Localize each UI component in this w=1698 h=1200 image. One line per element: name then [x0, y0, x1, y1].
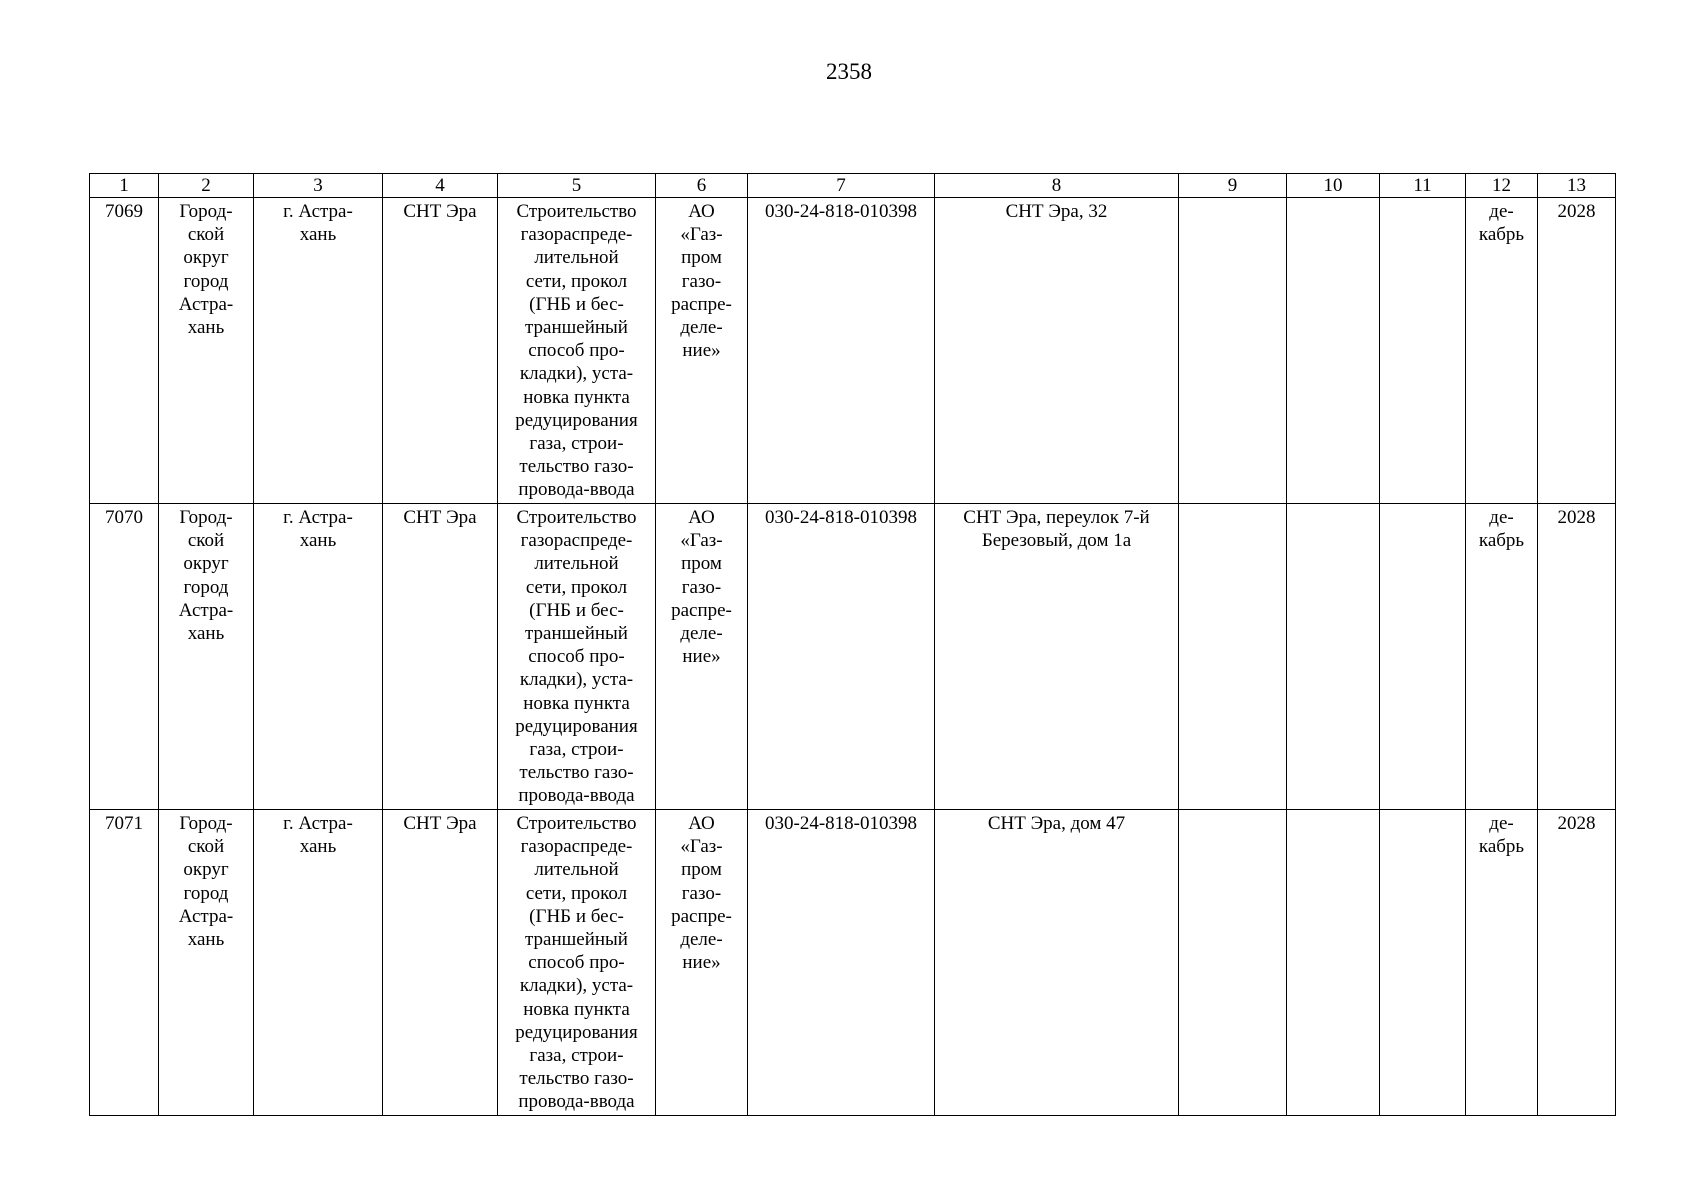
- organization-cell: АО «Газ- пром газо- распре- деле- ние»: [656, 198, 748, 504]
- column-9-cell: [1179, 810, 1287, 1116]
- column-number-12: 12: [1466, 174, 1538, 198]
- column-9-cell: [1179, 198, 1287, 504]
- territory-cell: СНТ Эра: [383, 810, 498, 1116]
- column-number-13: 13: [1538, 174, 1616, 198]
- address-cell: СНТ Эра, 32: [935, 198, 1179, 504]
- record-number-cell: 7070: [90, 504, 159, 810]
- column-number-1: 1: [90, 174, 159, 198]
- column-10-cell: [1287, 198, 1380, 504]
- column-number-2: 2: [159, 174, 254, 198]
- territory-cell: СНТ Эра: [383, 504, 498, 810]
- column-number-header-row: [90, 174, 1616, 198]
- month-cell: де- кабрь: [1466, 198, 1538, 504]
- territory-cell: СНТ Эра: [383, 198, 498, 504]
- table-row: [90, 504, 1616, 810]
- record-number-cell: 7069: [90, 198, 159, 504]
- registry-table: [89, 173, 1616, 1116]
- column-10-cell: [1287, 810, 1380, 1116]
- month-cell: де- кабрь: [1466, 810, 1538, 1116]
- organization-cell: АО «Газ- пром газо- распре- деле- ние»: [656, 504, 748, 810]
- year-cell: 2028: [1538, 810, 1616, 1116]
- works-description-cell: Строительство газораспреде- лительной сети, прокол (ГНБ и бес- траншейный способ про- кладки), уста- новка пункта редуцирования газа, строи- тельство газо- провода-ввода: [498, 810, 656, 1116]
- registration-code-cell: 030-24-818-010398: [748, 504, 935, 810]
- column-number-10: 10: [1287, 174, 1380, 198]
- address-cell: СНТ Эра, переулок 7-й Березовый, дом 1а: [935, 504, 1179, 810]
- table-row: [90, 810, 1616, 1116]
- record-number-cell: 7071: [90, 810, 159, 1116]
- table-row: [90, 198, 1616, 504]
- column-9-cell: [1179, 504, 1287, 810]
- column-number-8: 8: [935, 174, 1179, 198]
- municipality-cell: Город- ской округ город Астра- хань: [159, 198, 254, 504]
- column-number-3: 3: [254, 174, 383, 198]
- organization-cell: АО «Газ- пром газо- распре- деле- ние»: [656, 810, 748, 1116]
- column-10-cell: [1287, 504, 1380, 810]
- column-number-9: 9: [1179, 174, 1287, 198]
- year-cell: 2028: [1538, 198, 1616, 504]
- column-number-4: 4: [383, 174, 498, 198]
- works-description-cell: Строительство газораспреде- лительной сети, прокол (ГНБ и бес- траншейный способ про- кладки), уста- новка пункта редуцирования газа, строи- тельство газо- провода-ввода: [498, 504, 656, 810]
- column-11-cell: [1380, 810, 1466, 1116]
- works-description-cell: Строительство газораспреде- лительной сети, прокол (ГНБ и бес- траншейный способ про- кладки), уста- новка пункта редуцирования газа, строи- тельство газо- провода-ввода: [498, 198, 656, 504]
- page-number: 2358: [826, 59, 872, 84]
- month-cell: де- кабрь: [1466, 504, 1538, 810]
- registration-code-cell: 030-24-818-010398: [748, 198, 935, 504]
- year-cell: 2028: [1538, 504, 1616, 810]
- municipality-cell: Город- ской округ город Астра- хань: [159, 810, 254, 1116]
- municipality-cell: Город- ской округ город Астра- хань: [159, 504, 254, 810]
- settlement-cell: г. Астра- хань: [254, 198, 383, 504]
- settlement-cell: г. Астра- хань: [254, 504, 383, 810]
- column-number-5: 5: [498, 174, 656, 198]
- column-number-7: 7: [748, 174, 935, 198]
- address-cell: СНТ Эра, дом 47: [935, 810, 1179, 1116]
- settlement-cell: г. Астра- хань: [254, 810, 383, 1116]
- column-11-cell: [1380, 198, 1466, 504]
- column-number-6: 6: [656, 174, 748, 198]
- column-11-cell: [1380, 504, 1466, 810]
- column-number-11: 11: [1380, 174, 1466, 198]
- registration-code-cell: 030-24-818-010398: [748, 810, 935, 1116]
